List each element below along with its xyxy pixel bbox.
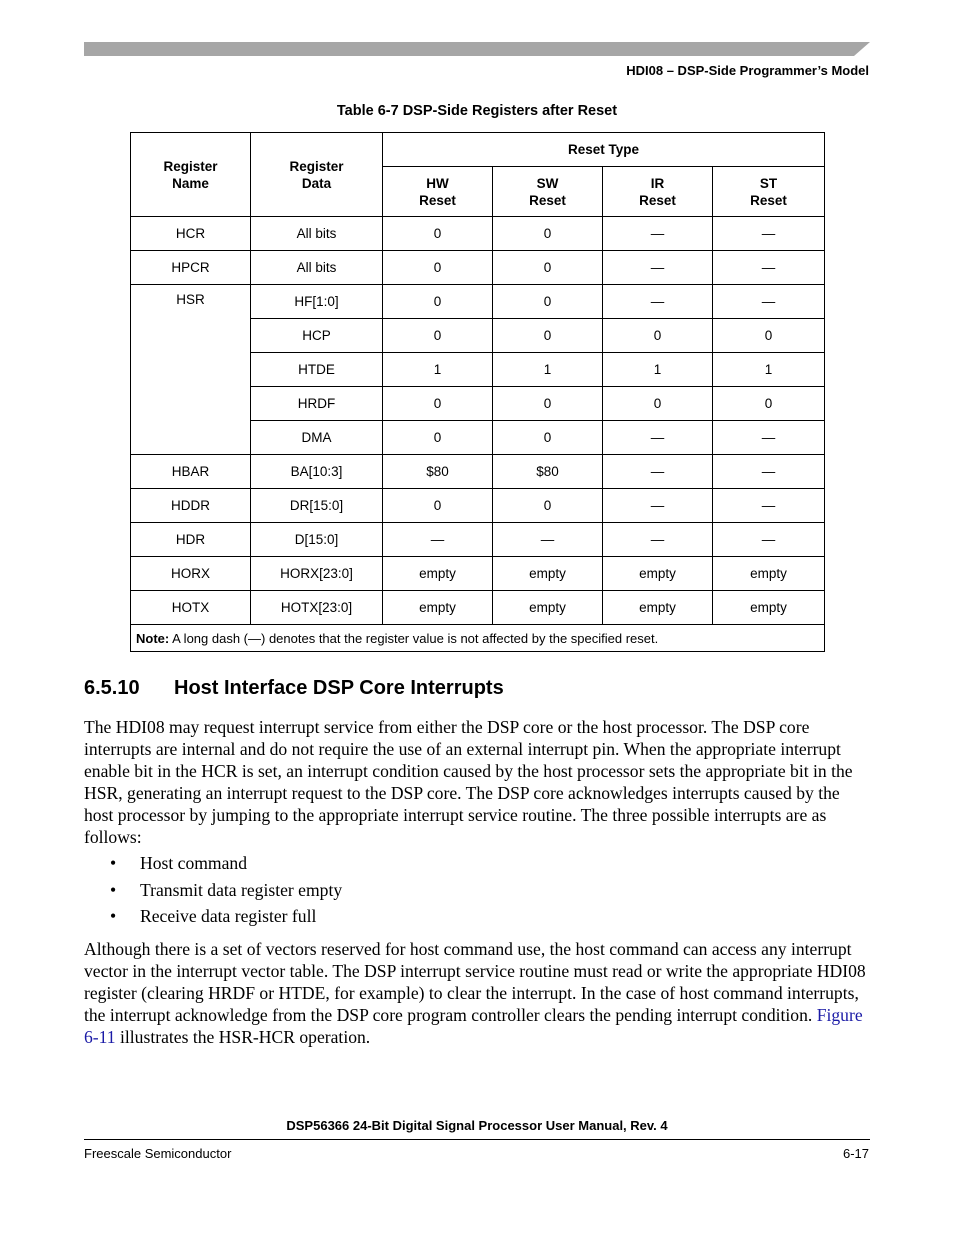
cell-register-data: HOTX[23:0] (251, 591, 383, 625)
bullet-icon: • (110, 853, 117, 873)
table-row (131, 217, 825, 251)
paragraph-text: illustrates the HSR-HCR operation. (115, 1027, 371, 1047)
cell-ir: empty (603, 591, 713, 625)
registers-table (130, 132, 825, 652)
header-ir-reset: IR Reset (603, 167, 713, 217)
bullet-icon: • (110, 906, 117, 926)
cell-ir: — (603, 251, 713, 285)
figure-link[interactable]: Figure 6-11 (84, 1005, 863, 1047)
cell-hw: 0 (383, 251, 493, 285)
table-row (131, 489, 825, 523)
cell-register-data: All bits (251, 217, 383, 251)
cell-register-data: HORX[23:0] (251, 557, 383, 591)
cell-register-data: All bits (251, 251, 383, 285)
table-row (131, 591, 825, 625)
cell-st: 0 (713, 387, 825, 421)
cell-register-data: BA[10:3] (251, 455, 383, 489)
list-item-text: Transmit data register empty (140, 879, 343, 900)
list-item-text: Receive data register full (140, 906, 317, 926)
header-register-name: Register Name (131, 133, 251, 217)
cell-hw: empty (383, 591, 493, 625)
cell-sw: empty (493, 557, 603, 591)
page-number: 6-17 (842, 1146, 869, 1161)
header-reset-type: Reset Type (383, 133, 825, 167)
cell-register-data: HRDF (251, 387, 383, 421)
cell-ir: — (603, 455, 713, 489)
bullet-icon: • (110, 879, 117, 900)
table-row (131, 557, 825, 591)
paragraph-intro: The HDI08 may request interrupt service from either the DSP core or the host processor. The DSP core interrupts are internal and do not require the use of an external interrupt pin. When the appropriate interrupt enable bit in the HCR is set, an interrupt condition caused by the host processor sets the appropriate bit in the HSR, generating an interrupt request to the DSP core. The DSP core acknowledges interrupts caused by the host processor by jumping to the appropriate interrupt service routine. The three possible interrupts are as follows: (84, 717, 853, 847)
note-text: A long dash (—) denotes that the register value is not affected by the specified reset. (169, 630, 659, 646)
table-row (131, 455, 825, 489)
list-item (110, 879, 342, 906)
cell-st: — (713, 421, 825, 455)
cell-register-name: HCR (131, 217, 251, 251)
cell-ir: — (603, 217, 713, 251)
cell-sw: 0 (493, 421, 603, 455)
cell-ir: — (603, 421, 713, 455)
cell-st: — (713, 523, 825, 557)
cell-register-name: HOTX (131, 591, 251, 625)
cell-hw: 0 (383, 319, 493, 353)
cell-sw: 0 (493, 319, 603, 353)
section-heading (84, 677, 504, 700)
cell-hw: 0 (383, 387, 493, 421)
cell-st: — (713, 455, 825, 489)
list-item (110, 905, 342, 932)
cell-register-name: HDR (131, 523, 251, 557)
section-title: Host Interface DSP Core Interrupts (174, 677, 504, 699)
cell-sw: 1 (493, 353, 603, 387)
cell-sw: 0 (493, 251, 603, 285)
cell-ir: empty (603, 557, 713, 591)
cell-st: — (713, 285, 825, 319)
list-item (110, 852, 342, 879)
cell-st: empty (713, 557, 825, 591)
cell-register-data: HF[1:0] (251, 285, 383, 319)
table-note (131, 625, 825, 652)
header-bar (84, 42, 870, 56)
cell-sw: 0 (493, 387, 603, 421)
cell-sw: 0 (493, 489, 603, 523)
cell-hw: 0 (383, 421, 493, 455)
footer-divider (84, 1139, 870, 1140)
cell-register-name: HBAR (131, 455, 251, 489)
cell-register-data: D[15:0] (251, 523, 383, 557)
cell-ir: — (603, 523, 713, 557)
table-caption: Table 6-7 DSP-Side Registers after Reset (336, 103, 618, 119)
cell-sw: — (493, 523, 603, 557)
footer-title: DSP56366 24-Bit Digital Signal Processor User Manual, Rev. 4 (286, 1118, 668, 1133)
cell-sw: empty (493, 591, 603, 625)
cell-register-data: DR[15:0] (251, 489, 383, 523)
cell-st: — (713, 217, 825, 251)
cell-ir: 0 (603, 387, 713, 421)
paragraph-text: Although there is a set of vectors reserved for host command use, the host command can access any interrupt vector in the interrupt vector table. The DSP interrupt service routine must read or write the appropriate HDI08 register (clearing HRDF or HTDE, for example) to clear the interrupt. In the case of host command interrupts, the interrupt acknowledge from the DSP core program controller clears the pending interrupt condition. (84, 939, 866, 1025)
table-row (131, 251, 825, 285)
interrupt-list (110, 852, 342, 932)
cell-st: — (713, 489, 825, 523)
cell-sw: 0 (493, 217, 603, 251)
cell-ir: — (603, 285, 713, 319)
cell-hw: empty (383, 557, 493, 591)
cell-sw: $80 (493, 455, 603, 489)
section-number: 6.5.10 (84, 677, 140, 699)
note-label: Note: (136, 630, 170, 646)
cell-register-name: HDDR (131, 489, 251, 523)
header-sw-reset: SW Reset (493, 167, 603, 217)
cell-hw: $80 (383, 455, 493, 489)
header-hw-reset: HW Reset (383, 167, 493, 217)
cell-st: empty (713, 591, 825, 625)
cell-st: 1 (713, 353, 825, 387)
cell-ir: 1 (603, 353, 713, 387)
cell-hw: 0 (383, 285, 493, 319)
table-row (131, 523, 825, 557)
cell-hw: 0 (383, 217, 493, 251)
cell-hw: 0 (383, 489, 493, 523)
running-head: HDI08 – DSP-Side Programmer’s Model (626, 63, 869, 78)
cell-sw: 0 (493, 285, 603, 319)
cell-hw: 1 (383, 353, 493, 387)
cell-register-name: HORX (131, 557, 251, 591)
cell-hw: — (383, 523, 493, 557)
header-register-data: Register Data (251, 133, 383, 217)
cell-register-name: HSR (131, 285, 251, 455)
cell-st: — (713, 251, 825, 285)
cell-register-data: HCP (251, 319, 383, 353)
list-item-text: Host command (140, 853, 248, 873)
cell-register-name: HPCR (131, 251, 251, 285)
cell-ir: 0 (603, 319, 713, 353)
footer-company: Freescale Semiconductor (84, 1146, 232, 1161)
cell-st: 0 (713, 319, 825, 353)
table-row (131, 285, 825, 319)
cell-register-data: DMA (251, 421, 383, 455)
paragraph-vectors (84, 938, 870, 1048)
cell-register-data: HTDE (251, 353, 383, 387)
header-st-reset: ST Reset (713, 167, 825, 217)
cell-ir: — (603, 489, 713, 523)
